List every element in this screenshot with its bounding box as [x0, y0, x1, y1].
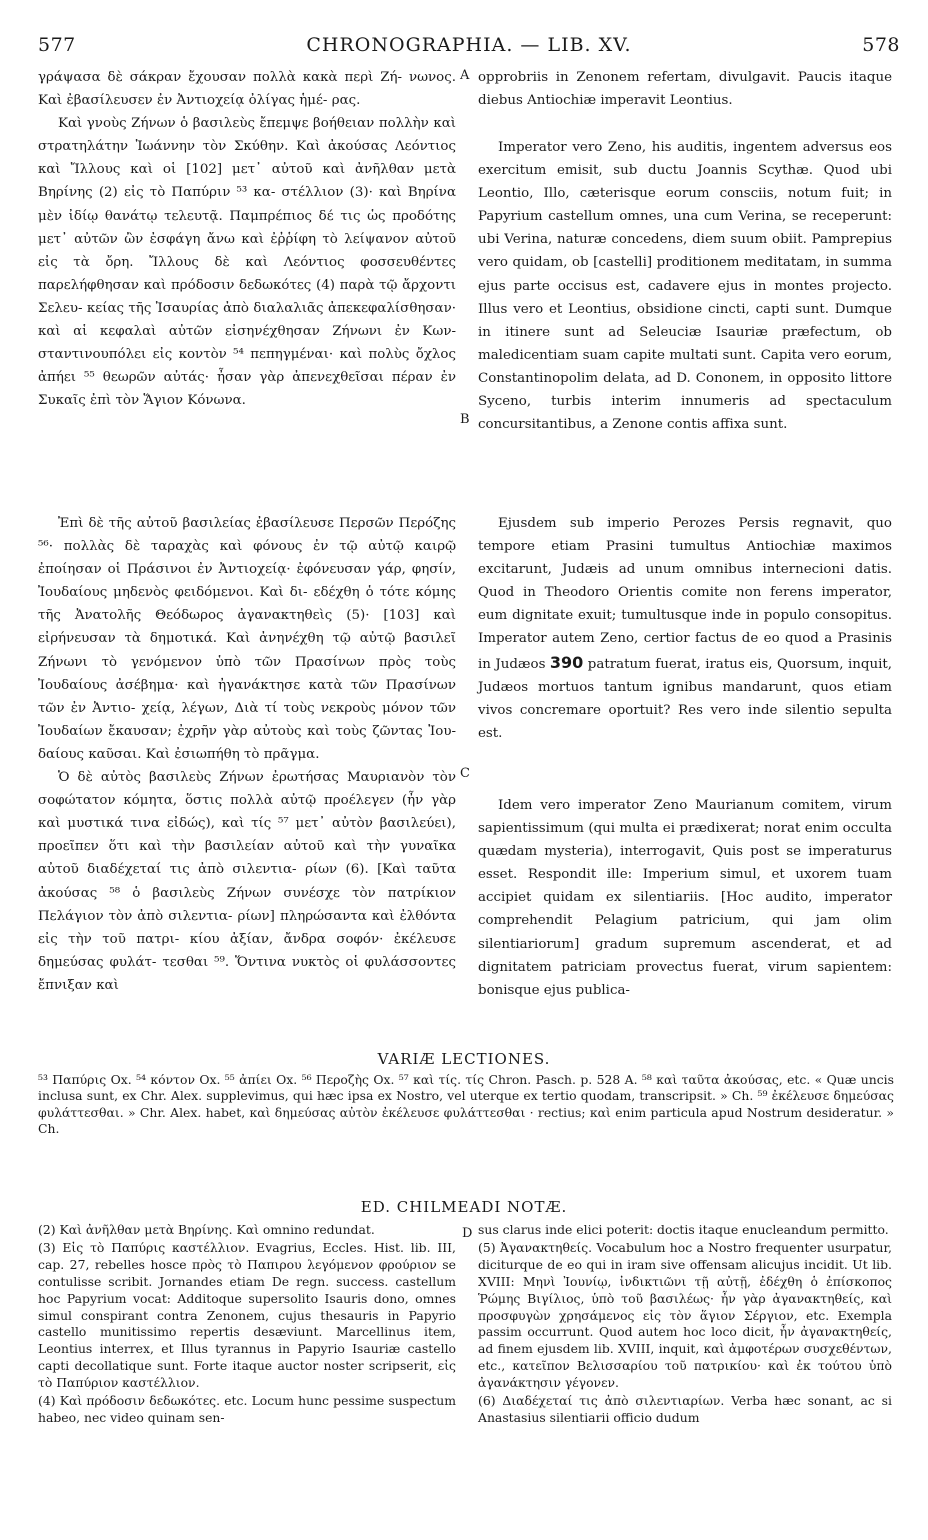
- running-title: CHRONOGRAPHIA. — LIB. XV.: [306, 34, 632, 56]
- running-header: [38, 34, 900, 60]
- greek-column: [38, 66, 456, 412]
- latin-paragraph-3a: Ejusdem sub imperio Perozes Persis regnavit, quo tempore etiam Prasini tumultus Antiochiæ maximos excitarunt, Judæis ad unum omnibus internecioni datis. Quod in Theodoro Orientis comite non ferens imperator, eum dignitate exuit; tumultusque inde in populo consopitus. Imperator autem Zeno, certior factus de eo quod a Prasinis in Judæos: [478, 516, 892, 672]
- greek-column-lower: [38, 512, 456, 997]
- latin-paragraph-3: [478, 512, 892, 745]
- greek-paragraph-2: Καὶ γνοὺς Ζήνων ὁ βασιλεὺς ἔπεμψε βοήθειαν πολλὴν καὶ στρατηλάτην Ἰωάννην τὸν Σκύθην. Καὶ ἀκούσας Λεόντιος καὶ Ἴλλους καὶ οἱ [102] μετ᾽ αὐτοῦ καὶ ἀνῆλθαν μετὰ Βηρίνης (2) εἰς τὸ Παπύριν ⁵³ κα- στέλλιον (3)· καὶ Βηρίνα μὲν ἰδίῳ θανάτῳ τελευτᾷ. Παμπρέπιος δέ τις ὡς προδότης μετ᾽ αὐτῶν ὢν ἐσφάγη ἄνω καὶ ἐῤῥίφη τὸ λείψανον αὐτοῦ εἰς τὰ ὄρη. Ἴλλους δὲ καὶ Λεόντιος φοσσευθέντες παρελήφθησαν καὶ πρόδοσιν δεδωκότες (4) παρὰ τῷ ἄρχοντι Σελευ- κείας τῆς Ἰσαυρίας ἀπὸ διαλαλιᾶς ἀπεκεφαλίσθησαν· καὶ αἱ κεφαλαὶ αὐτῶν εἰσηνέχθησαν Ζήνωνι ἐν Κων- σταντινουπόλει εἰς κοντὸν ⁵⁴ πεπηγμέναι· καὶ πολὺς ὄχλος ἀπήει ⁵⁵ θεωρῶν αὐτάς· ἦσαν γὰρ ἀπενεχθεῖσαι πέραν ἐν Συκαῖς ἐπὶ τὸν Ἅγιον Κόνωνα.: [38, 116, 456, 409]
- latin-column: [478, 66, 892, 112]
- margin-marker-a: A: [460, 68, 470, 83]
- note-3: (3) Εἰς τὸ Παπύρις καστέλλιον. Evagrius, Eccles. Hist. lib. III, cap. 27, rebelles hosce πρὸς τὸ Παπιρου λεγόμενον φρούριον se contulisse scribit. Jornandes etiam De regn. success. castellum hoc Papyrium vocat: Additoque supersolito Isauris dono, omnes simul conspirant contra Zenonem, cujus thesauris in Papyrio castello munitissimo repertis desæviunt. Marcellinus item, Leontius interrex, et Illus tyrannus in Papyrio Isauriæ castello capti decollatique sunt. Forte itaque auctor noster scripserit, εἰς τὸ Παπύριον καστέλλιον.: [38, 1239, 456, 1391]
- note-4-continued: sus clarus inde elici poterit: doctis itaque enucleandum permitto.: [478, 1222, 889, 1237]
- latin-column-2: [478, 136, 892, 436]
- variae-heading: VARIÆ LECTIONES.: [377, 1050, 551, 1068]
- margin-marker-d: D: [462, 1226, 473, 1241]
- latin-column-4: [478, 794, 892, 1002]
- notes-left-column: [38, 1222, 456, 1428]
- note-6: (6) Διαδέχεταί τις ἀπὸ σιλεντιαρίων. Verba hæc sonant, ac si Anastasius silentiarii officio dudum: [478, 1393, 892, 1425]
- latin-paragraph-1: opprobriis in Zenonem refertam, divulgavit. Paucis itaque diebus Antiochiæ imperavit Leontius.: [478, 70, 892, 109]
- latin-paragraph-3b: patratum fuerat, iratus eis, Quorsum, inquit, Judæos mortuos tantum ignibus mandarunt, quos etiam vivos concremare oportuit? Res vero inde silentio sepulta est.: [478, 656, 892, 741]
- note-4: (4) Καὶ πρόδοσιν δεδωκότες. etc. Locum hunc pessime suspectum habeo, nec video quinam sen-: [38, 1393, 456, 1425]
- margin-marker-b: B: [460, 412, 470, 427]
- page-number-right: 578: [862, 34, 900, 56]
- notes-heading: ED. CHILMEADI NOTÆ.: [360, 1198, 568, 1216]
- margin-marker-c: C: [460, 766, 470, 781]
- greek-paragraph-4: Ὁ δὲ αὐτὸς βασιλεὺς Ζήνων ἐρωτήσας Μαυριανὸν τὸν σοφώτατον κόμητα, ὅστις πολλὰ αὐτῷ προέλεγεν (ἦν γὰρ καὶ μυστικά τινα εἰδώς), καὶ τίς ⁵⁷ μετ᾽ αὐτὸν βασιλεύει), προεῖπεν ὅτι καὶ τὴν βασιλείαν αὐτοῦ καὶ τὴν γυναῖκα αὐτοῦ διαδέχεταί τις ἀπὸ σιλεντια- ρίων (6). [Καὶ ταῦτα ἀκούσας ⁵⁸ ὁ βασιλεὺς Ζήνων συνέσχε τὸν πατρίκιον Πελάγιον τὸν ἀπὸ σιλεντια- ρίων] πληρώσαντα καὶ ἐλθόντα εἰς τὴν τοῦ πατρι- κίου ἀξίαν, ἄνδρα σοφόν· ἐκέλευσε δημεύσας φυλάτ- τεσθαι ⁵⁹. Ὅντινα νυκτὸς οἱ φυλάσσοντες ἔπνιξαν καὶ: [38, 770, 456, 993]
- latin-paragraph-4: Idem vero imperator Zeno Maurianum comitem, virum sapientissimum (qui multa ei prædixerat; norat enim occulta quædam mysteria), interrogavit, Quis post se imperaturus esset. Respondit ille: Imperium simul, et uxorem tuam accipiet quidam ex silentiariis. [Hoc audito, imperator comprehendit Pelagium patricium, qui jam olim silentiariorum] gradum supremum ascenderat, et ad dignitatem patriciam provectus fuerat, virum sapientem: bonisque ejus publica-: [478, 798, 892, 998]
- page-number-left: 577: [38, 34, 76, 56]
- page-stamp: 390: [549, 652, 584, 672]
- variae-lectiones: ⁵³ Παπύρις Ox. ⁵⁴ κόντον Ox. ⁵⁵ ἀπίει Ox. ⁵⁶ Περοζὴς Ox. ⁵⁷ καὶ τίς. τίς Chron. Pasch. p. 528 A. ⁵⁸ καὶ ταῦτα ἀκούσας, etc. « Quæ uncis inclusa sunt, ex Chr. Alex. supplevimus, qui hæc ipsa ex Nostro, vel uterque ex tertio quodam, transcripsit. » Ch. ⁵⁹ ἐκέλευσε δημεύσας φυλάττεσθαι. » Chr. Alex. habet, καὶ δημεύσας αὐτὸν ἐκέλευσε φυλάττεσθαι · rectius; καὶ enim particula apud Nostrum desideratur. » Ch.: [38, 1072, 894, 1137]
- greek-paragraph-1: γράψασα δὲ σάκραν ἔχουσαν πολλὰ κακὰ περὶ Ζή- νωνος. Καὶ ἐβασίλευσεν ἐν Ἀντιοχείᾳ ὀλίγας ἡμέ- ρας.: [38, 70, 456, 109]
- latin-paragraph-2: Imperator vero Zeno, his auditis, ingentem adversus eos exercitum emisit, sub ductu Joannis Scythæ. Quod ubi Leontio, Illo, cæterisque eorum consciis, notum fuit; in Papyrium castellum omnes, una cum Verina, se receperunt: ubi Verina, naturæ concedens, diem suum obiit. Pamprepius vero quidam, ob [castelli] proditionem meditatam, in summa ejus parte occisus est, cadavere ejus in montes projecto. Illus vero et Leontius, obsidione cincti, capti sunt. Dumque in itinere sunt ad Seleuciæ Isauriæ præfectum, ob maledicentiam suam capite multati sunt. Capita vero eorum, Constantinopolim delata, ad D. Cononem, in opposito littore Syceno, turbis interim innumeris ad spectaculum concursitantibus, a Zenone contis affixa sunt.: [478, 140, 892, 433]
- note-2: (2) Καὶ ἀνῆλθαν μετὰ Βηρίνης. Καὶ omnino redundat.: [38, 1222, 375, 1237]
- notes-right-column: [478, 1222, 892, 1428]
- greek-paragraph-3: Ἐπὶ δὲ τῆς αὐτοῦ βασιλείας ἐβασίλευσε Περσῶν Περόζης ⁵⁶· πολλὰς δὲ ταραχὰς καὶ φόνους ἐν τῷ αὐτῷ καιρῷ ἐποίησαν οἱ Πράσινοι ἐν Ἀντιοχείᾳ· ἐφόνευσαν γάρ, φησίν, Ἰουδαίους μηδενὸς φειδόμενοι. Καὶ δι- εδέχθη ὁ τότε κόμης τῆς Ἀνατολῆς Θεόδωρος ἀγανακτηθεὶς (5)· [103] καὶ εἰρήνευσαν τὰ δημοτικά. Καὶ ἀνηνέχθη τῷ αὐτῷ βασιλεῖ Ζήνωνι τὸ γενόμενον ὑπὸ τῶν Πρασίνων πρὸς τοὺς Ἰουδαίους ἀσέβημα· καὶ ἠγανάκτησε κατὰ τῶν Πρασίνων τῶν ἐν Ἀντιο- χείᾳ, λέγων, Διὰ τί τοὺς νεκροὺς μόνον τῶν Ἰουδαίων ἔκαυσαν; ἐχρῆν γὰρ αὐτοὺς καὶ τοὺς ζῶντας Ἰου- δαίους καῦσαι. Καὶ ἐσιωπήθη τὸ πρᾶγμα.: [38, 516, 456, 762]
- latin-column-3: [478, 512, 892, 745]
- note-5: (5) Ἀγανακτηθείς. Vocabulum hoc a Nostro frequenter usurpatur, diciturque de eo qui in iram sive offensam alicujus incidit. Ut lib. XVIII: Μηνὶ Ἰουνίῳ, ἰνδικτιῶνι τῇ αὐτῇ, ἐδέχθη ὁ ἐπίσκοπος Ῥώμης Βιγίλιος, ὑπὸ τοῦ βασιλέως· ἦν γὰρ ἀγανακτηθείς, καὶ προσφυγὼν χρησάμενος εἰς τὸν ἅγιον Σέργιον, etc. Exempla passim occurrunt. Quod autem hoc loco dicit, ἦν ἀγανακτηθείς, ad finem ejusdem lib. XVIII, inquit, καὶ ἀμφοτέρων συσχεθέντων, etc., κατεῖπον Βελισσαρίου τοῦ πατρικίου· καὶ ἐκ τούτου ὑπὸ ἀγανάκτησιν γέγονεν.: [478, 1239, 892, 1391]
